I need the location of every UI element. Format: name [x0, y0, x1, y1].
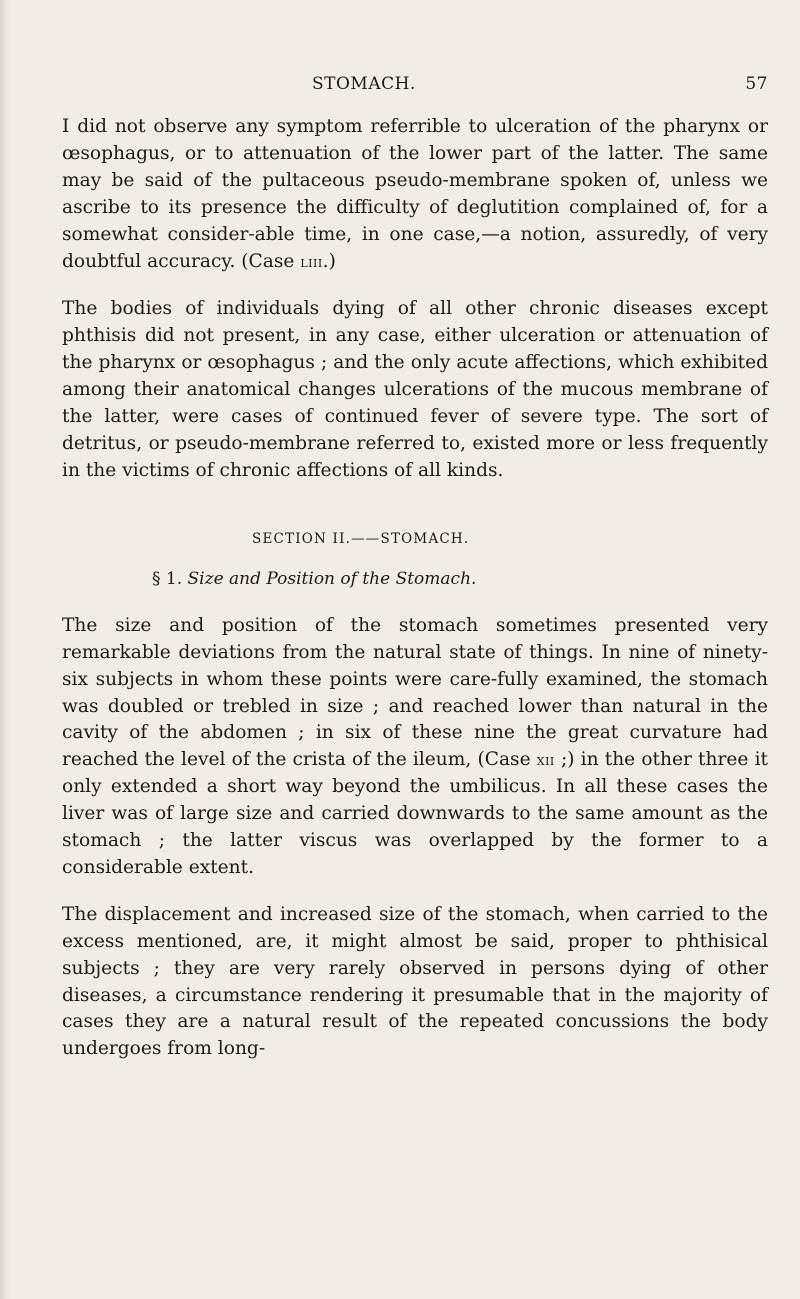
subsection-title: Size and Position of the Stomach.	[187, 568, 477, 589]
paragraph-stomach-size	[62, 613, 768, 882]
paragraph-text-end: ;) in the other three it only extended a short way beyond the umbilicus. In all these cases the liver was of large size and carried downwards to the same amount as the stomach ; the latter viscus was overlapped by the former to a considerable extent.	[62, 749, 768, 878]
section-heading: SECTION II.——STOMACH.	[252, 530, 470, 547]
paragraph-displacement: The displacement and increased size of the stomach, when carried to the excess mentioned, are, it might almost be said, proper to phthisical subjects ; they are very rarely observed in persons dying of other diseases, a circumstance rendering it presumable that in the majority of cases they are a natural result of the repeated concussions the body undergoes from long-	[62, 903, 768, 1060]
running-title: STOMACH.	[312, 74, 416, 94]
book-page	[62, 74, 768, 1063]
page-edge-shadow	[0, 0, 10, 1299]
paragraph-pharynx-ulceration	[62, 114, 768, 275]
running-head	[62, 74, 768, 102]
case-reference: liii	[300, 251, 323, 271]
paragraph-other-diseases: The bodies of individuals dying of all other chronic diseases except phthisis did not present, in any case, either ulceration or attenuation of the pharynx or œsophagus ; and the only acute affections, which exhibited among their anatomical changes ulcerations of the mucous membrane of the latter, were cases of continued fever of severe type. The sort of detritus, or pseudo-membrane referred to, existed more or less frequently in the victims of chronic affections of all kinds.	[62, 298, 768, 481]
paragraph-text: The size and position of the stomach sometimes presented very remarkable deviations from the natural state of things. In nine of ninety-six subjects in whom these points were care-fully examined, the stomach was doubled or trebled in size ; and reached lower than natural in the cavity of the abdomen ; in six of these nine the great curvature had reached the level of the crista of the ileum, (Case	[62, 614, 768, 771]
page-number: 57	[745, 74, 768, 94]
case-reference: xii	[536, 750, 555, 770]
subsection-number: § 1.	[152, 568, 183, 589]
subsection-heading	[62, 569, 768, 589]
paragraph-text: I did not observe any symptom referrible to ulceration of the pharynx or œsophagus, or to attenuation of the lower part of the latter. The same may be said of the pultaceous pseudo-membrane spoken of, unless we ascribe to its presence the difficulty of deglutition complained of, for a somewhat consider-able time, in one case,—a notion, assuredly, of very doubtful accuracy. (Case	[62, 116, 768, 272]
paragraph-text-end: .)	[322, 250, 336, 272]
